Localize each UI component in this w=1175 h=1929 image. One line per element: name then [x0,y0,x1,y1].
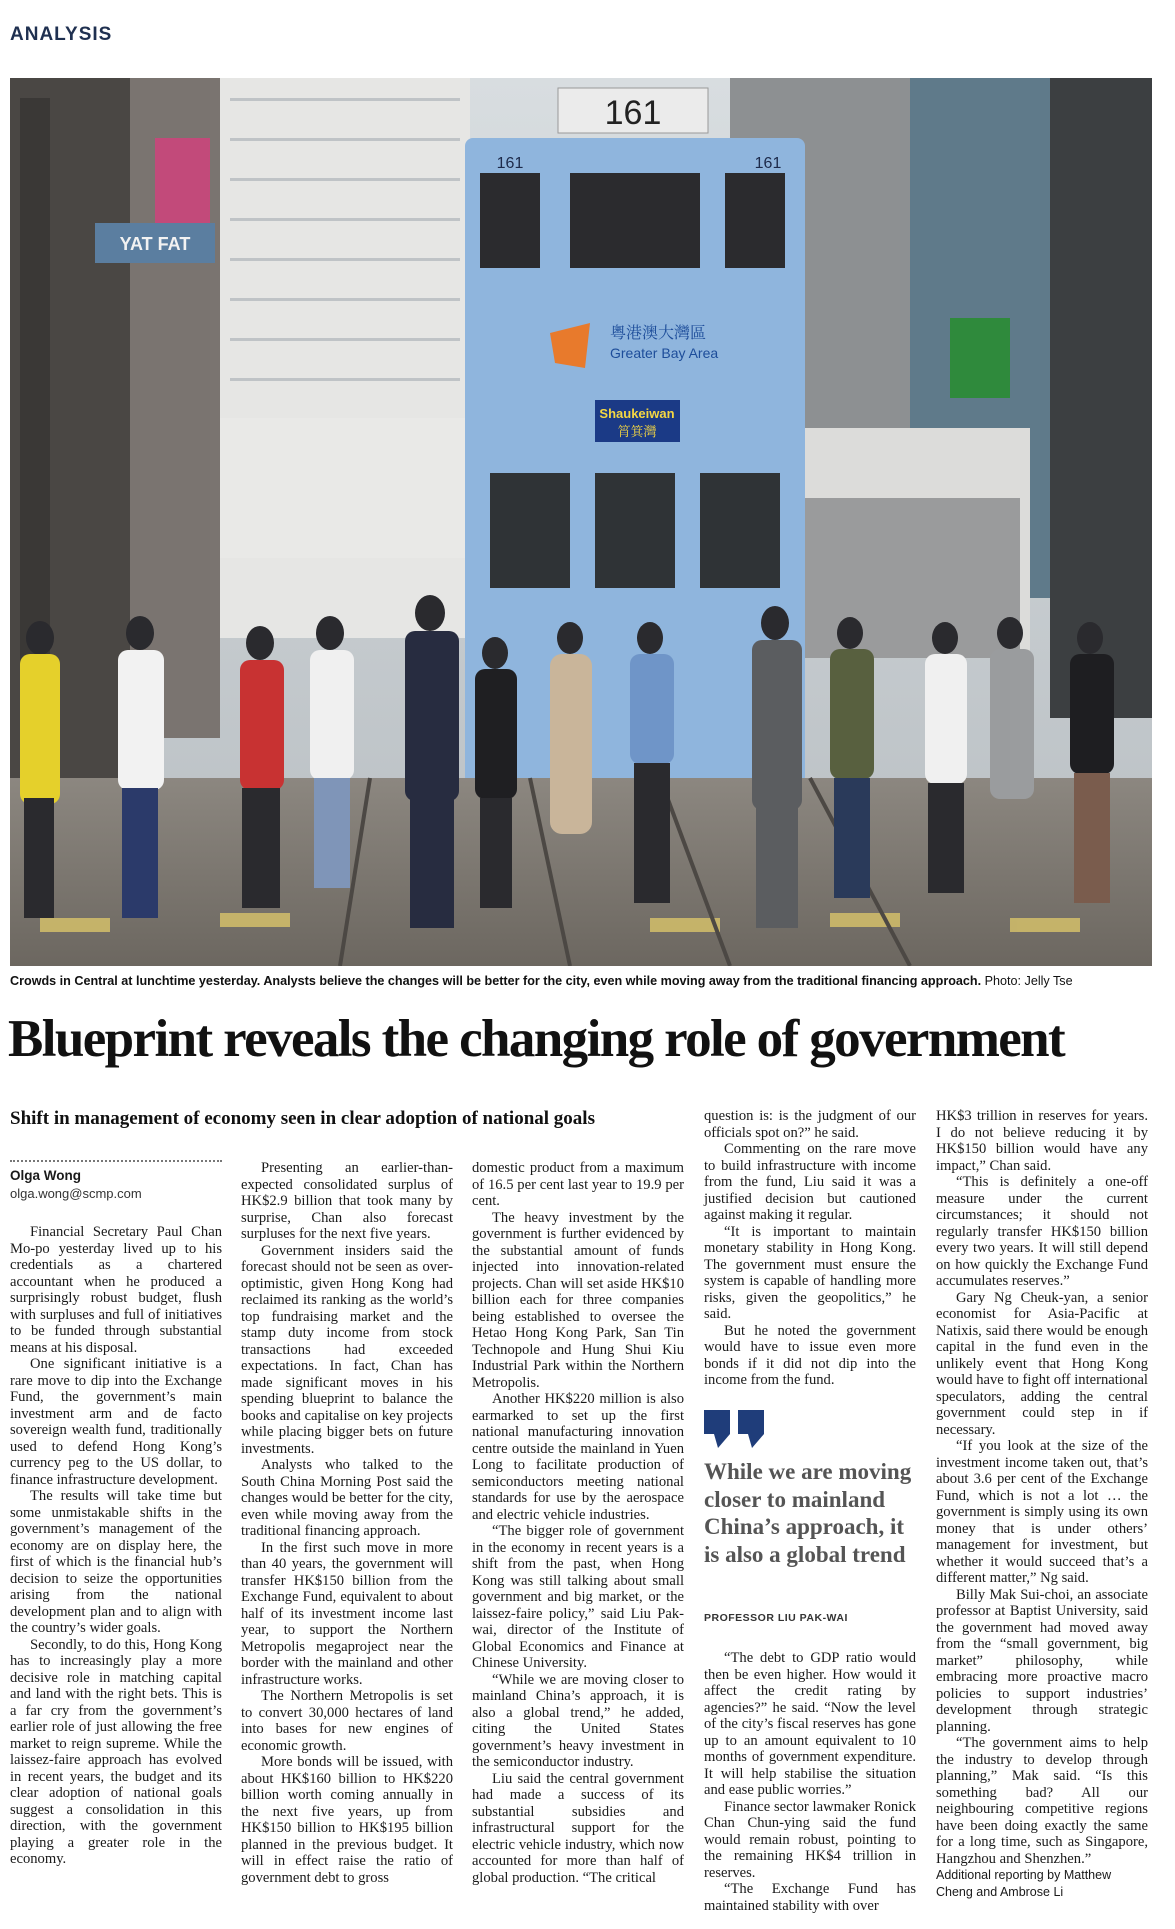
pull-quote: While we are moving closer to mainland China’s approach, it is also a global trend [704,1459,912,1567]
paragraph: “The bigger role of government in the economy in recent years is a shift from the past, when Hong Kong was still talking about small government and big market, or the laissez-faire policy,” said Liu Pak-wai, director of the Institute of Global Economics and Finance at Chinese University. [472,1523,684,1671]
tram-ad-chinese: 粵港澳大灣區 [610,323,707,342]
paragraph: Secondly, to do this, Hong Kong has to increasingly play a more decisive role in matching capital and land with the right bets. This is a far cry from the government’s earlier role of just allowing the free market to reign supreme. While the laissez-faire approach has evolved in recent years, the budget and its clear adoption of national goals suggest a consolidation in this direction, with the government playing a greater role in the economy. [10,1636,222,1867]
street-sign [950,318,1010,398]
body-column-2 [241,1160,453,1886]
paragraph: But he noted the government would have to issue even more bonds if it did not dip into the income from the fund. [704,1322,916,1388]
paragraph: question is: is the judgment of our officials spot on?” he said. [704,1108,916,1141]
photo-credit: Photo: Jelly Tse [984,974,1073,988]
paragraph: One significant initiative is a rare move to dip into the Exchange Fund, the government’s main investment arm and de facto sovereign wealth fund, traditionally used to defend Hong Kong’s currency peg to the US dollar, to finance infrastructure development. [10,1356,222,1488]
tram-destination-en: Shaukeiwan [599,406,675,421]
body-column-4 [704,1108,916,1389]
paragraph: domestic product from a maximum of 16.5 per cent last year to 19.9 per cent. [472,1160,684,1209]
byline-email[interactable]: olga.wong@scmp.com [10,1186,142,1201]
paragraph: “The government aims to help the industry to develop through planning,” Mak said. “Is this something bad? All our neighbouring competitive regions have been doing exactly the same for a long time, such as Singapore, Hangzhou and Shenzhen.” [936,1735,1148,1867]
paragraph: More bonds will be issued, with about HK$160 billion to HK$220 billion worth coming annually in the next five years, up from HK$150 billion to HK$195 billion planned in the previous budget. It will in effect raise the ratio of government debt to gross [241,1754,453,1886]
shop-sign-text: YAT FAT [119,234,191,254]
byline-name: Olga Wong [10,1168,81,1183]
paragraph: The results will take time but some unmistakable shifts in the government’s management of the economy are on display here, the first of which is the financial hub’s decision to seize the opportunities arising from the national development plan and to align with the country’s wider goals. [10,1488,222,1636]
tram-roof-number: 161 [604,94,662,132]
paragraph: “It is important to maintain monetary stability in Hong Kong. The government must ensure the system is capable of handling more risks, given the geopolitics,” he said. [704,1223,916,1322]
quote-mark-icon [704,1410,766,1453]
headline: Blueprint reveals the changing role of government [8,1010,1065,1068]
body-column-5 [936,1108,1148,1900]
photo-caption [10,974,1160,988]
paragraph: “The Exchange Fund has maintained stability with over [704,1881,916,1914]
body-column-1 [10,1224,222,1868]
paragraph: Another HK$220 million is also earmarked to set up the first national manufacturing innovation centre outside the mainland in Yuen Long to facilitate production of semiconductors meeting national standards for use by the aerospace and electric vehicle industries. [472,1391,684,1523]
tram-number-right: 161 [754,155,782,172]
paragraph: Commenting on the rare move to build infrastructure with income from the fund, Liu said it was a justified decision but cautioned against making it regular. [704,1141,916,1223]
body-column-4-continued [704,1650,916,1914]
paragraph: In the first such move in more than 40 years, the government will transfer HK$150 billion from the Exchange Fund, equivalent to about half of its investment income last year, to support the Northern Metropolis megaproject near the border with the mainland and other infrastructure works. [241,1539,453,1688]
tram-ad-english: Greater Bay Area [610,345,719,361]
pull-quote-attribution: PROFESSOR LIU PAK-WAI [704,1612,848,1624]
tram-destination-zh: 筲箕灣 [617,425,657,440]
paragraph: “While we are moving closer to mainland China’s approach, it is also a global trend,” he added, citing the United States government’s heavy investment in the semiconductor industry. [472,1671,684,1770]
paragraph: Presenting an earlier-than-expected consolidated surplus of HK$2.9 billion that took many by surprise, Chan also forecast surpluses for the next five years. [241,1160,453,1242]
additional-reporting: Additional reporting by Matthew Cheng and Ambrose Li [936,1868,1112,1899]
tram-street-scene [10,78,1152,966]
paragraph: Analysts who talked to the South China Morning Post said the changes would be better for the city, even while moving away from the traditional financing approach. [241,1457,453,1539]
paragraph: Liu said the central government had made a success of its substantial subsidies and infrastructural support for the electric vehicle industry, which now accounted for more than half of global production. “The critical [472,1770,684,1886]
paragraph: “The debt to GDP ratio would then be even higher. How would it affect the credit rating by agencies?” he said. “Now the level of the city’s fiscal reserves has gone up to an amount equivalent to 10 months of government expenditure. It will help stabilise the situation and ease public worries.” [704,1650,916,1798]
section-label: ANALYSIS [10,24,113,45]
paragraph: Gary Ng Cheuk-yan, a senior economist for Asia-Pacific at Natixis, said there would be enough capital in the fund even in the unlikely event that Hong Kong would have to fight off international speculators, adding the central government could step in if necessary. [936,1289,1148,1438]
paragraph: HK$3 trillion in reserves for years. I do not believe reducing it by HK$150 billion would have any impact,” Chan said. [936,1108,1148,1174]
paragraph: The heavy investment by the government is further evidenced by the substantial amount of funds injected into innovation-related projects. Chan will set aside HK$10 billion each for three companies being established to oversee the Hetao Hong Kong Park, San Tin Technopole and Hung Shui Kiu Industrial Park within the Northern Metropolis. [472,1209,684,1391]
paragraph: Billy Mak Sui-choi, an associate professor at Baptist University, said the government had moved away from the “small government, big market” philosophy, while embracing more proactive macro policies to support industries’ development through strategic planning. [936,1586,1148,1735]
body-column-3 [472,1160,684,1886]
paragraph: “This is definitely a one-off measure under the current circumstances; it should not regularly transfer HK$150 billion every two years. It will still depend on how quickly the Exchange Fund accumulates reserves.” [936,1174,1148,1289]
paragraph: The Northern Metropolis is set to convert 30,000 hectares of land into bases for new engines of economic growth. [241,1688,453,1754]
byline-divider [10,1160,222,1162]
paragraph: “If you look at the size of the investment income taken out, that’s about 3.6 per cent of the Exchange Fund, which is not a lot … the government is simply using its own money that is under others’ management for investment, but whether it would succeed that’s a different matter,” Ng said. [936,1438,1148,1586]
caption-text: Crowds in Central at lunchtime yesterday. Analysts believe the changes will be better for the city, even while moving away from the traditional financing approach. [10,974,982,988]
paragraph: Government insiders said the forecast should not be seen as over-optimistic, given Hong Kong had reclaimed its ranking as the world’s top fundraising market and the stamp duty income from stock transactions had exceeded expectations. In fact, Chan has made significant moves in his spending blueprint to balance the books and capitalise on key projects while placing bigger bets on future investments. [241,1242,453,1457]
tram-number-left: 161 [496,155,524,172]
lead-photo [10,78,1152,966]
paragraph: Finance sector lawmaker Ronick Chan Chun-ying said the fund would remain robust, pointing to the remaining HK$4 trillion in reserves. [704,1798,916,1881]
paragraph: Financial Secretary Paul Chan Mo-po yesterday lived up to his credentials as a chartered accountant when he produced a surprisingly robust budget, flush with surpluses and full of initiatives to be funded through substantial means at his disposal. [10,1224,222,1356]
standfirst: Shift in management of economy seen in clear adoption of national goals [10,1108,595,1129]
